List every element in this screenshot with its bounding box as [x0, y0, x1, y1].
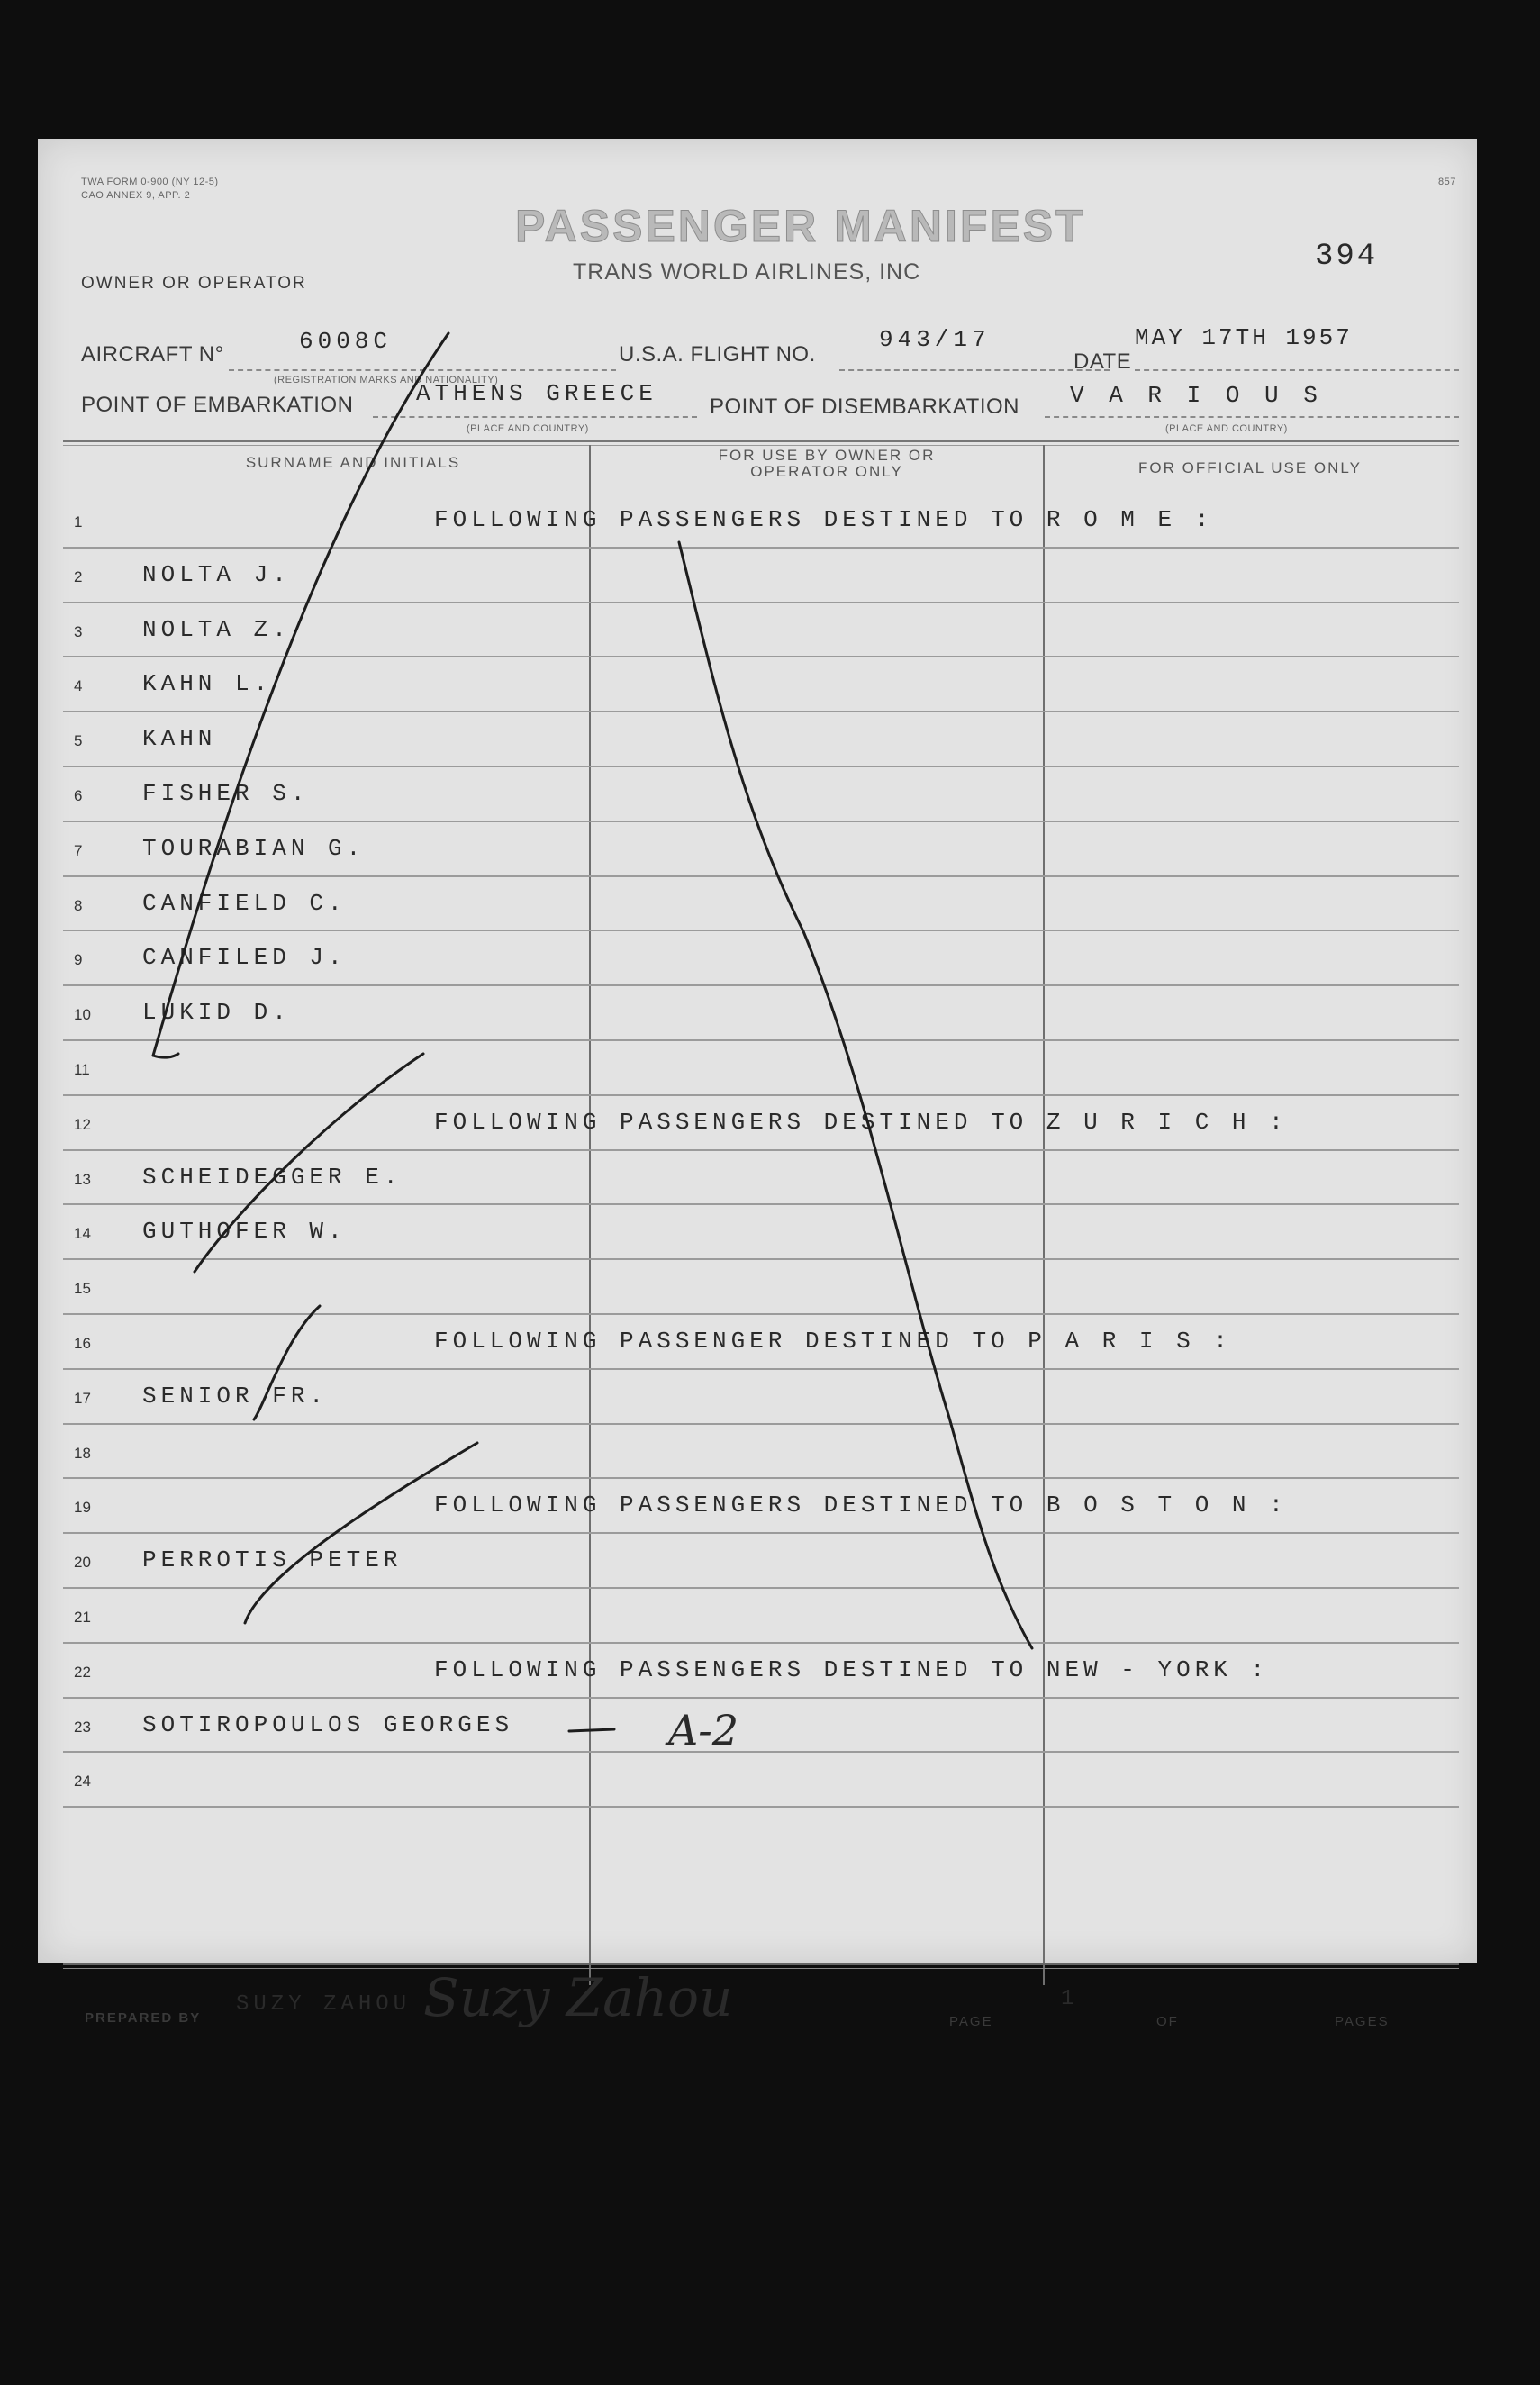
registration-caption: (REGISTRATION MARKS AND NATIONALITY): [274, 375, 499, 385]
date-value: MAY 17TH 1957: [1135, 324, 1353, 351]
destination-heading: FOLLOWING PASSENGERS DESTINED TO B O S T O N :: [434, 1492, 1288, 1519]
embarkation-label: POINT OF EMBARKATION: [81, 393, 354, 417]
page-value: 1: [1061, 1987, 1079, 2011]
passenger-name: NOLTA Z.: [142, 615, 291, 643]
row-number: 23: [74, 1718, 91, 1736]
row-number: 4: [74, 677, 83, 695]
row-number: 17: [74, 1389, 91, 1407]
prepared-label: PREPARED BY: [85, 2010, 202, 2026]
destination-heading: FOLLOWING PASSENGERS DESTINED TO Z U R I C H :: [434, 1108, 1288, 1136]
aircraft-value: 6008C: [299, 328, 393, 355]
passenger-name: KAHN L.: [142, 670, 273, 698]
row-number: 9: [74, 951, 83, 969]
passenger-name: TOURABIAN G.: [142, 834, 366, 862]
passenger-name: SOTIROPOULOS GEORGES: [142, 1710, 514, 1738]
prepared-value: SUZY ZAHOU: [236, 1992, 412, 2017]
form-code: TWA FORM 0-900 (NY 12-5): [81, 177, 219, 187]
page-title: PASSENGER MANIFEST: [515, 201, 1086, 251]
flight-label: U.S.A. FLIGHT NO.: [619, 342, 816, 367]
row-number: 19: [74, 1499, 91, 1517]
signature: Suzy Zahou: [423, 1967, 733, 2028]
row-number: 2: [74, 567, 83, 585]
passenger-name: GUTHOFER W.: [142, 1218, 347, 1246]
passenger-name: KAHN: [142, 725, 217, 753]
owner-label: OWNER OR OPERATOR: [81, 274, 307, 293]
pen-strokes: [38, 139, 1477, 1963]
passenger-name: FISHER S.: [142, 780, 310, 807]
row-number: 7: [74, 841, 83, 859]
row-number: 5: [74, 732, 83, 750]
row-number: 14: [74, 1225, 91, 1243]
manifest-sheet: [38, 139, 1477, 2029]
disembarkation-label: POINT OF DISEMBARKATION: [710, 394, 1019, 419]
airline-name: TRANS WORLD AIRLINES, INC: [573, 259, 921, 285]
row-number: 6: [74, 787, 83, 804]
passenger-name: SENIOR FR.: [142, 1382, 329, 1410]
embarkation-value: ATHENS GREECE: [416, 380, 657, 407]
row-number: 12: [74, 1115, 91, 1133]
pages-label: PAGES: [1335, 2014, 1390, 2029]
disembark-caption: (PLACE AND COUNTRY): [1165, 423, 1288, 434]
row-number: 18: [74, 1444, 91, 1462]
corner-mark: 857: [1438, 177, 1456, 187]
surname-column-header: SURNAME AND INITIALS: [245, 454, 461, 471]
row-number: 15: [74, 1280, 91, 1298]
destination-heading: FOLLOWING PASSENGERS DESTINED TO NEW - YORK :: [434, 1655, 1270, 1683]
row-number: 13: [74, 1170, 91, 1188]
form-annex: CAO ANNEX 9, APP. 2: [81, 190, 191, 201]
handwritten-annotation: A-2: [668, 1706, 739, 1755]
row-number: 10: [74, 1006, 91, 1024]
passenger-name: PERROTIS PETER: [142, 1546, 403, 1574]
sheet-number: 394: [1315, 240, 1379, 274]
aircraft-label: AIRCRAFT N°: [81, 342, 224, 367]
disembarkation-value: V A R I O U S: [1070, 382, 1323, 409]
row-number: 20: [74, 1554, 91, 1572]
destination-heading: FOLLOWING PASSENGER DESTINED TO P A R I S :: [434, 1328, 1232, 1355]
row-number: 24: [74, 1773, 91, 1791]
row-number: 21: [74, 1609, 91, 1626]
of-label: OF: [1156, 2014, 1179, 2029]
owner-column-header: FOR USE BY OWNER OR OPERATOR ONLY: [718, 447, 936, 480]
row-number: 22: [74, 1663, 91, 1681]
row-number: 16: [74, 1335, 91, 1352]
row-number: 3: [74, 622, 83, 640]
flight-value: 943/17: [879, 326, 991, 353]
destination-heading: FOLLOWING PASSENGERS DESTINED TO R O M E :: [434, 506, 1214, 533]
row-number: 8: [74, 896, 83, 914]
passenger-name: SCHEIDEGGER E.: [142, 1163, 403, 1191]
passenger-name: LUKID D.: [142, 999, 291, 1027]
passenger-name: NOLTA J.: [142, 560, 291, 588]
date-label: DATE: [1073, 349, 1132, 374]
passenger-name: CANFILED J.: [142, 944, 347, 972]
row-number: 11: [74, 1061, 90, 1078]
row-number: 1: [74, 513, 83, 531]
embark-caption: (PLACE AND COUNTRY): [467, 423, 589, 434]
page-label: PAGE: [949, 2014, 993, 2029]
passenger-name: CANFIELD C.: [142, 889, 347, 917]
official-column-header: FOR OFFICIAL USE ONLY: [1138, 459, 1362, 476]
